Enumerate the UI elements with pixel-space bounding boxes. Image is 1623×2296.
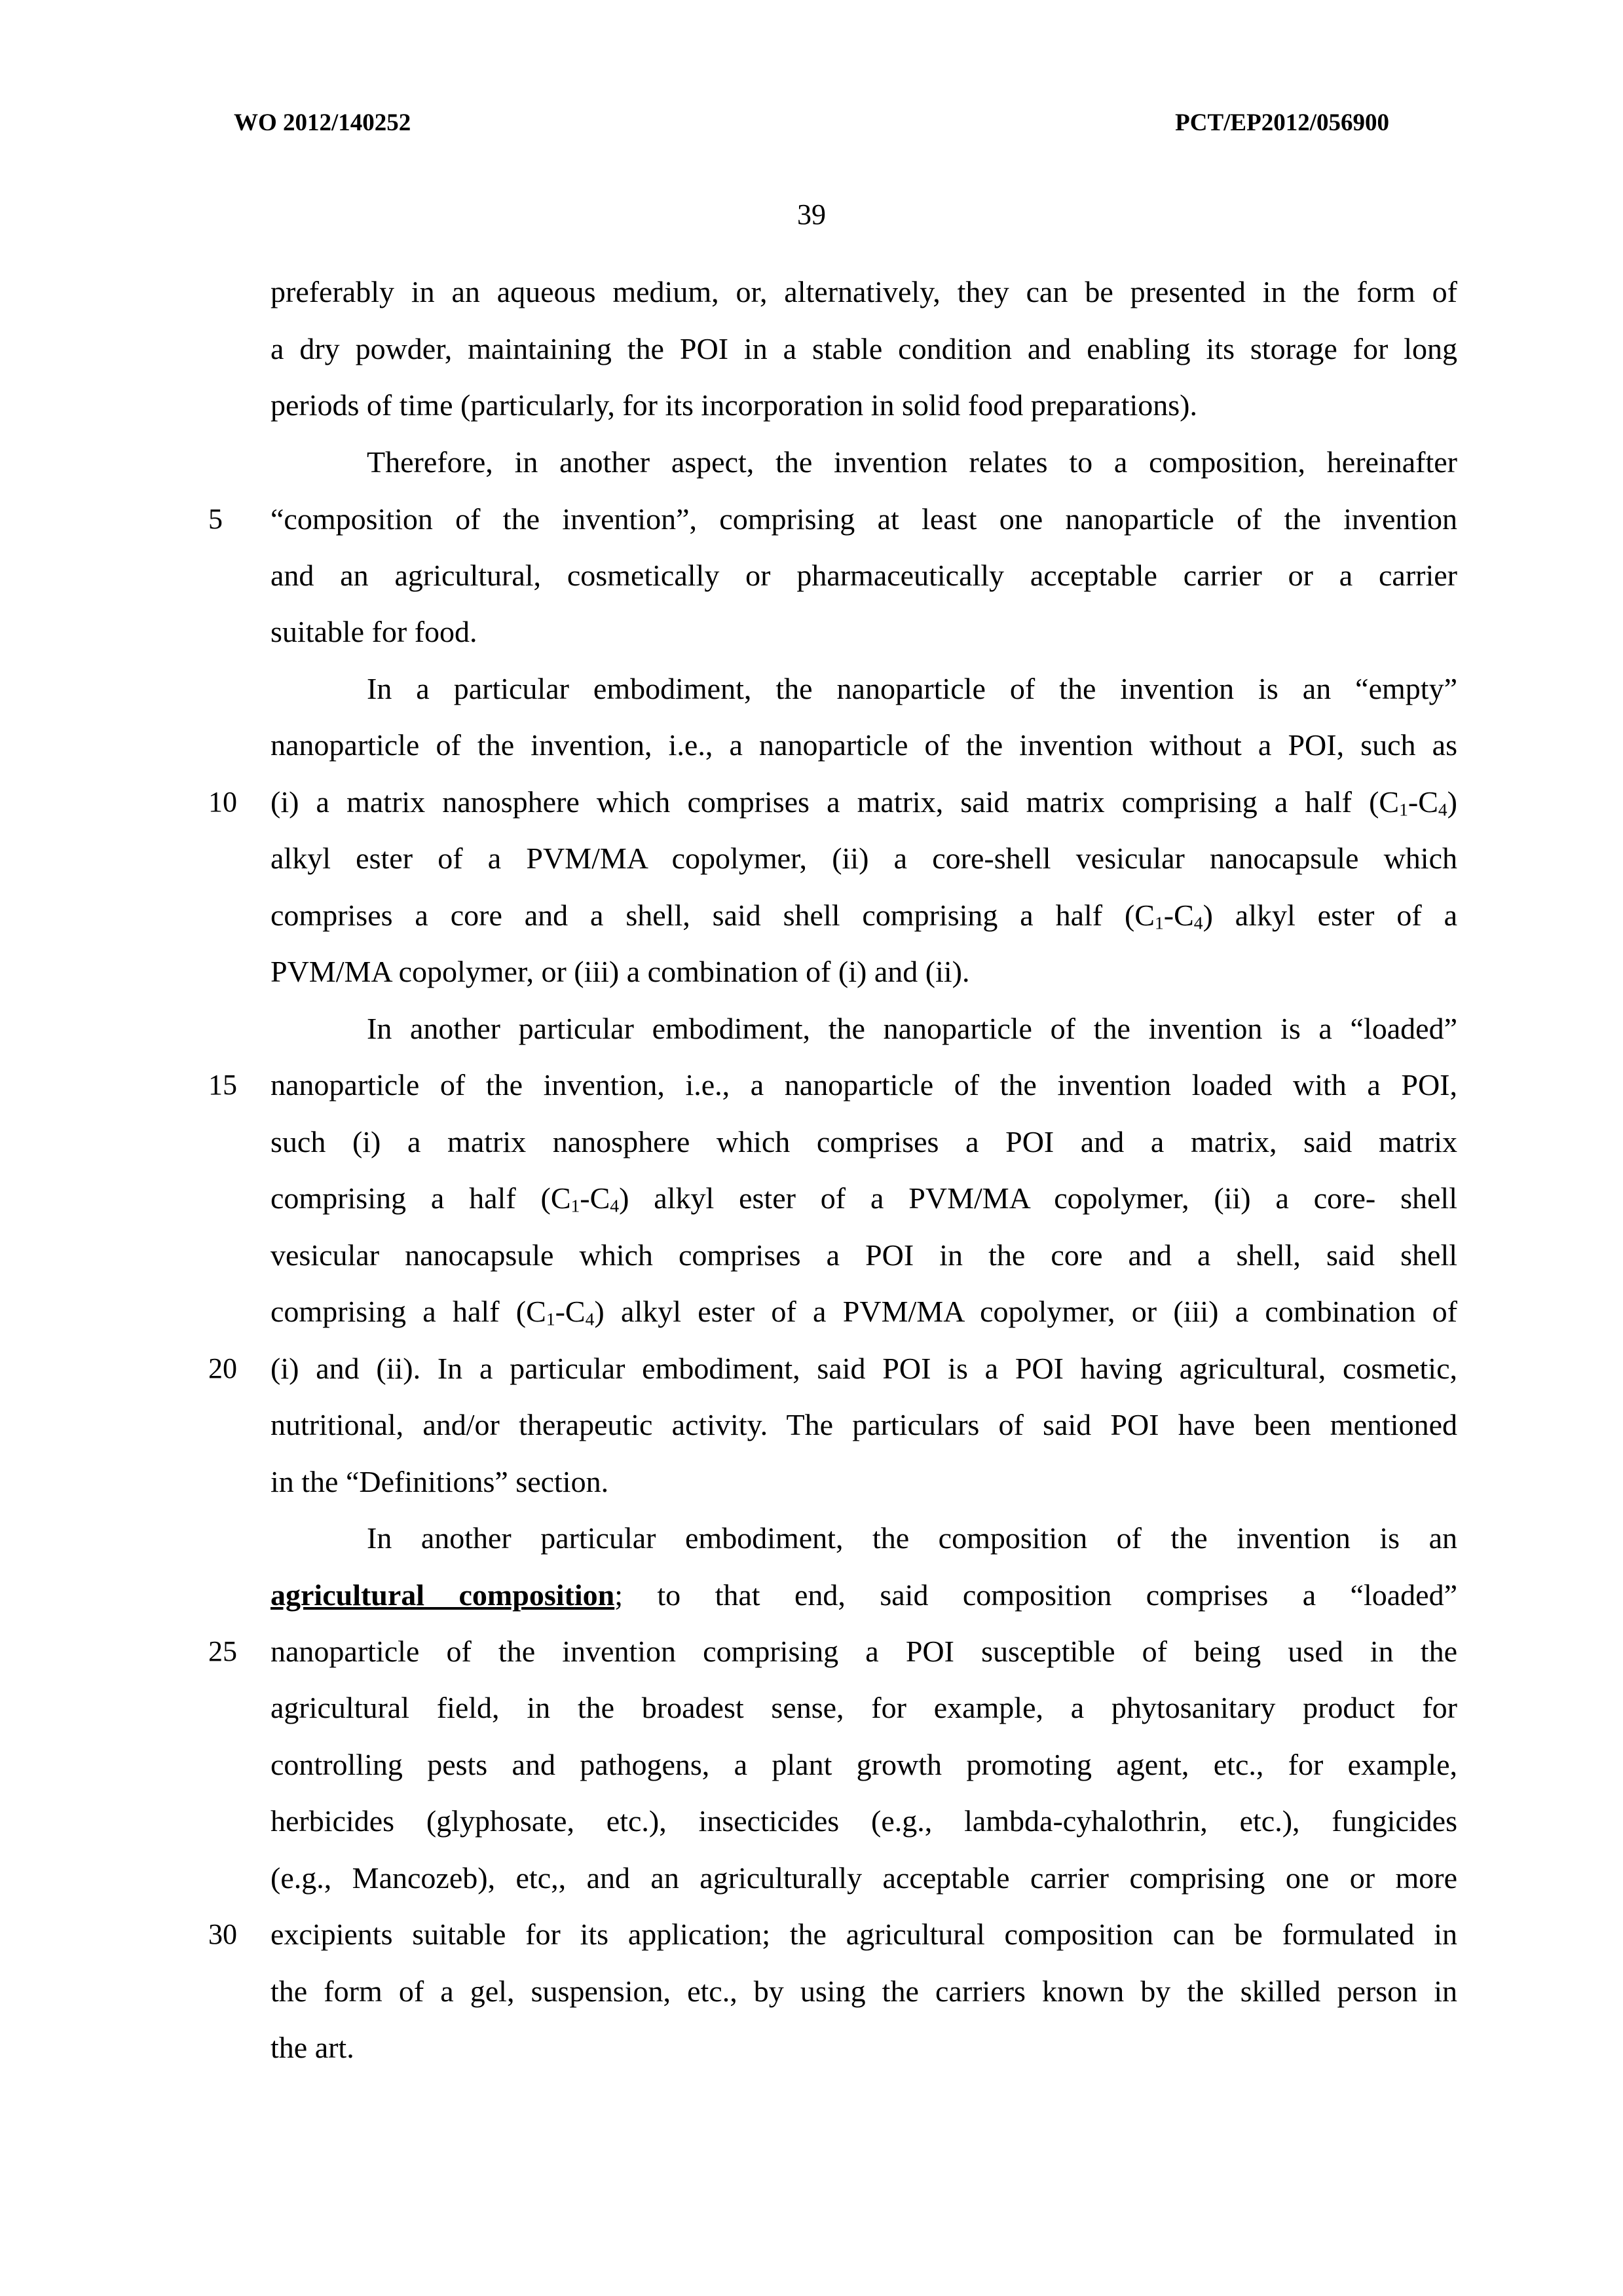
text-line: In another particular embodiment, the composition of the invention is an xyxy=(367,1521,1457,1555)
text-line: suitable for food. xyxy=(270,615,477,648)
text-line: excipients suitable for its application; the agricultural composition can be formulated in xyxy=(270,1917,1457,1951)
text-line: nanoparticle of the invention, i.e., a nanoparticle of the invention loaded with a POI, xyxy=(270,1068,1457,1102)
publication-number: WO 2012/140252 xyxy=(234,109,411,136)
text-line: In another particular embodiment, the nanoparticle of the invention is a “loaded” xyxy=(367,1012,1457,1045)
text-line: vesicular nanocapsule which comprises a POI in the core and a shell, said shell xyxy=(270,1238,1457,1272)
text-line: PVM/MA copolymer, or (iii) a combination of (i) and (ii). xyxy=(270,955,970,988)
line-number-10: 10 xyxy=(208,786,237,818)
emphasized-term: agricultural composition xyxy=(270,1578,615,1612)
text-line: Therefore, in another aspect, the invention relates to a composition, hereinafter xyxy=(367,445,1457,479)
line-number-15: 15 xyxy=(208,1069,237,1101)
text-line: such (i) a matrix nanosphere which comprises a POI and a matrix, said matrix xyxy=(270,1125,1457,1158)
text-line: and an agricultural, cosmetically or pharmaceutically acceptable carrier or a carrier xyxy=(270,559,1457,592)
text-line: preferably in an aqueous medium, or, alternatively, they can be presented in the form of xyxy=(270,275,1457,308)
page-number: 39 xyxy=(797,198,826,231)
text-line: alkyl ester of a PVM/MA copolymer, (ii) a core-shell vesicular nanocapsule which xyxy=(270,842,1457,875)
text-line: comprising a half $(C_1-C_4)$ alkyl ester of a PVM/MA copolymer, or (iii) a combination of xyxy=(270,1295,1457,1329)
application-number: PCT/EP2012/056900 xyxy=(1175,109,1389,136)
line-number-30: 30 xyxy=(208,1918,237,1950)
line-number-5: 5 xyxy=(208,503,223,535)
text-line: herbicides (glyphosate, etc.), insecticides (e.g., lambda-cyhalothrin, etc.), fungicides xyxy=(270,1804,1457,1838)
text-line: periods of time (particularly, for its incorporation in solid food preparations). xyxy=(270,388,1197,422)
text-line: agricultural composition; to that end, said composition comprises a “loaded” xyxy=(270,1578,1457,1612)
text-line: in the “Definitions” section. xyxy=(270,1465,609,1498)
text-line: nutritional, and/or therapeutic activity. The particulars of said POI have been mentioned xyxy=(270,1408,1457,1441)
text-line: a dry powder, maintaining the POI in a stable condition and enabling its storage for long xyxy=(270,332,1457,365)
text-line: nanoparticle of the invention, i.e., a nanoparticle of the invention without a POI, such as xyxy=(270,728,1457,762)
line-number-20: 20 xyxy=(208,1352,237,1384)
text-line: comprising a half $(C_1-C_4)$ alkyl ester of a PVM/MA copolymer, (ii) a core- shell xyxy=(270,1181,1457,1216)
text-line: comprises a core and a shell, said shell comprising a half $(C_1-C_4)$ alkyl ester of a xyxy=(270,898,1458,933)
text-line: (i) and (ii). In a particular embodiment, said POI is a POI having agricultural, cosmetic, xyxy=(270,1352,1457,1385)
text-line: “composition of the invention”, comprising at least one nanoparticle of the invention xyxy=(270,502,1457,536)
text-line: (i) a matrix nanosphere which comprises a matrix, said matrix comprising a half $(C_1-C_4)$ xyxy=(270,785,1457,820)
text-line: nanoparticle of the invention comprising a POI susceptible of being used in the xyxy=(270,1635,1457,1668)
text-line: the art. xyxy=(270,2031,354,2064)
text-line: agricultural field, in the broadest sense, for example, a phytosanitary product for xyxy=(270,1691,1457,1724)
line-number-25: 25 xyxy=(208,1635,237,1667)
text-line: controlling pests and pathogens, a plant growth promoting agent, etc., for example, xyxy=(270,1748,1457,1781)
text-line: In a particular embodiment, the nanoparticle of the invention is an “empty” xyxy=(367,672,1457,705)
text-line: (e.g., Mancozeb), etc,, and an agriculturally acceptable carrier comprising one or more xyxy=(270,1861,1457,1895)
text-line: the form of a gel, suspension, etc., by using the carriers known by the skilled person in xyxy=(270,1974,1457,2008)
